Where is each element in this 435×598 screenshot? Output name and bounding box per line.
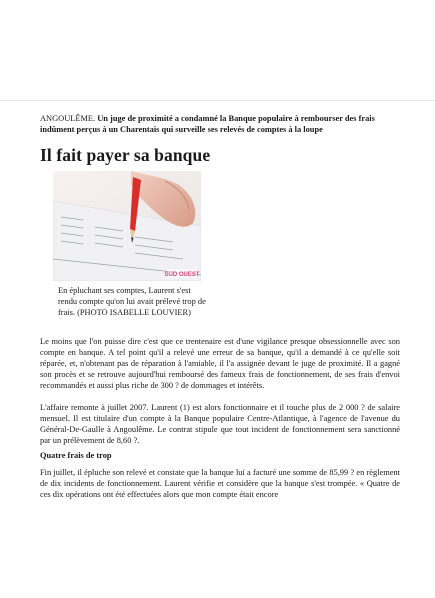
article-photo — [53, 171, 201, 281]
article-headline: Il fait payer sa banque — [40, 145, 211, 165]
photo-caption: En épluchant ses comptes, Laurent s'est rendu compte qu'on lui avait prélevé trop de frais. (PHOTO ISABELLE LOUVIER) — [58, 286, 206, 317]
photo-stamp: SUD OUEST — [164, 272, 200, 278]
pencil-on-statement-photo — [53, 171, 201, 281]
kicker-place: ANGOULÊME. — [40, 114, 96, 123]
section-subhead: Quatre frais de trop — [40, 451, 112, 460]
paragraph-2: L'affaire remonte à juillet 2007. Laurent (1) est alors fonctionnaire et il touche plus de 2 000 ? de salaire mensuel. Il est titulaire d'un compte à la Banque populaire Centre-Atlantique, à l'agence de l'avenue du Général-De-Gaulle à Angoulême. Le contrat stipule que tout incident de fonctionnement sera sanctionné par un prélèvement de 8,60 ?. — [40, 403, 400, 445]
kicker-deck: Un juge de proximité a condamné la Banque populaire à rembourser des frais indûment perçus à un Charentais qui surveille ses relevés de comptes à la loupe — [40, 114, 375, 134]
paragraph-3: Fin juillet, il épluche son relevé et constate que la banque lui a facturé une somme de 85,99 ? en règlement de dix incidents de fonctionnement. Laurent vérifie et considère que la banque s'est trompée. « Quatre de ces dix opérations ont été effectuées alors que mon compte était encore — [40, 468, 400, 499]
page-top-margin — [0, 0, 435, 101]
paragraph-1: Le moins que l'on puisse dire c'est que ce trentenaire est d'une vigilance presque obsessionnelle avec son compte en banque. A tel point qu'il a relevé une erreur de sa banque, qu'il a demandé à ce qu'elle soit réparée, et, n'obtenant pas de réparation à l'amiable, il l'a assignée devant le juge de proximité. Il a gagné son procès et se retrouve aujourd'hui remboursé des fameux frais de fonctionnement, de ses frais d'envoi recommandés et aussi plus riche de 300 ? de dommages et intérêts. — [40, 337, 400, 390]
article-kicker — [40, 113, 400, 135]
